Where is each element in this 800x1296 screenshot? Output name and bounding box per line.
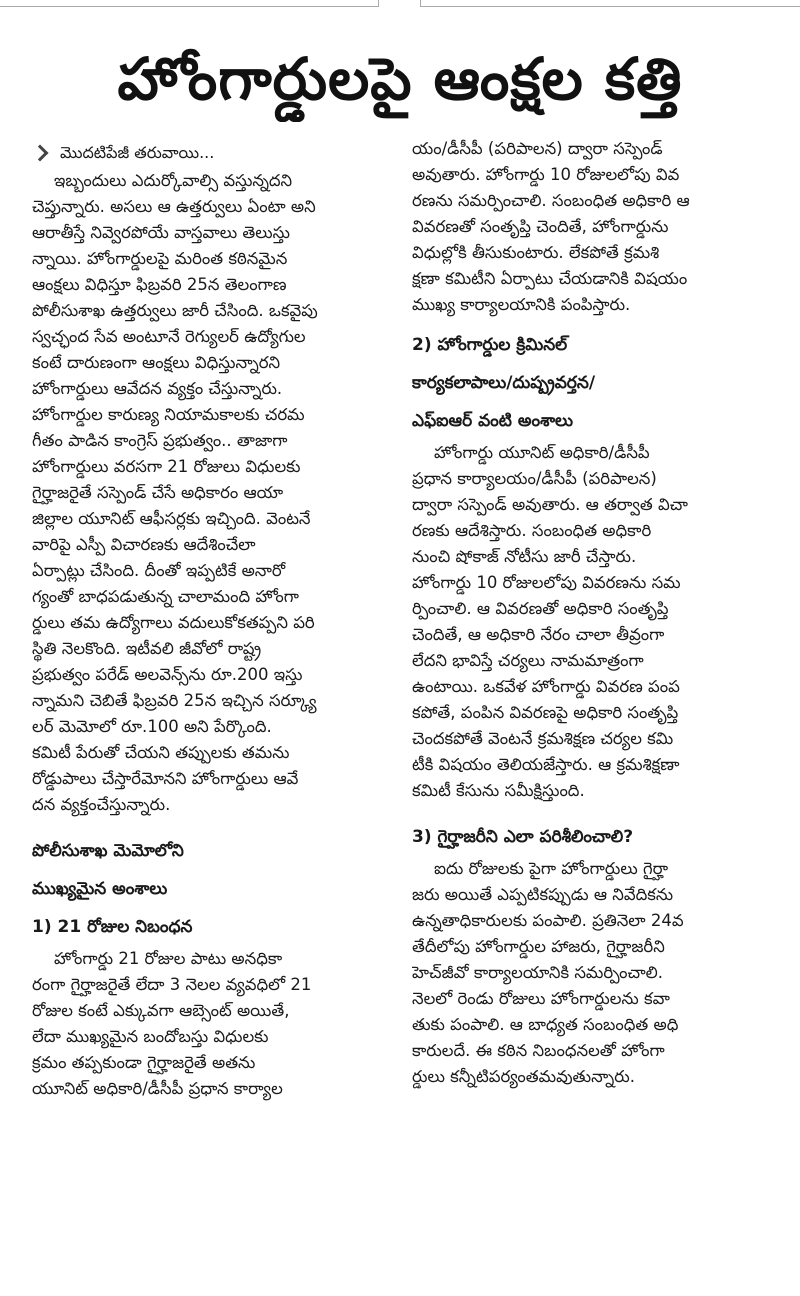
text-line: గ్యంతో బాధపడుతున్న చాలామంది హోంగా xyxy=(32,587,299,606)
text-line: ముఖ్య కార్యాలయానికి పంపిస్తారు. xyxy=(412,295,631,314)
text-line: ఐదు రోజులకు పైగా హోంగార్డులు గైర్హా xyxy=(434,859,669,878)
text-line: కంటే దారుణంగా ఆంక్షలు విధిస్తున్నారని xyxy=(32,353,281,372)
text-line: క్రమం తప్పకుండా గైర్హాజరైతే అతను xyxy=(32,1053,256,1072)
chevron-right-icon xyxy=(32,144,50,162)
text-line: హోంగార్డు 10 రోజులలోపు వివరణను సమ xyxy=(412,573,681,592)
text-line: కారులదే. ఈ కఠిన నిబంధనలతో హోంగా xyxy=(412,1041,665,1060)
text-line: లేదని భావిస్తే చర్యలు నామమాత్రంగా xyxy=(412,651,644,670)
text-line: హోంగార్డుల కారుణ్య నియామకాలకు చరమ xyxy=(32,405,305,424)
text-line: ఏర్పాట్లు చేసింది. దీంతో ఇప్పటికే అనారో xyxy=(32,561,286,580)
text-line: క్షణా కమిటీని ఏర్పాటు చేయడానికి విషయం xyxy=(412,269,688,288)
text-line: చెందితే, ఆ అధికారి నేరం చాలా తీవ్రంగా xyxy=(412,625,665,644)
text-line: హెచ్‌జీవో కార్యాలయానికి సమర్పించాలి. xyxy=(412,963,664,982)
text-line: విధుల్లోకి తీసుకుంటారు. లేకపోతే క్రమశి xyxy=(412,243,660,262)
text-line: రోజుల కంటే ఎక్కువగా ఆబ్సెంట్ అయితే, xyxy=(32,1001,290,1020)
text-line: నుంచి షోకాజ్ నోటీసు జారీ చేస్తారు. xyxy=(412,547,637,566)
text-line: న్నామని చెబితే ఫిబ్రవరి 25న ఇచ్చిన సర్క్యూ xyxy=(32,691,317,710)
left-column xyxy=(32,140,392,1280)
text-line: చెప్తున్నారు. అసలు ఆ ఉత్తర్వులు ఏంటా అని xyxy=(32,197,316,216)
point-2-title: 2) హోంగార్డుల క్రిమినల్ xyxy=(412,335,568,355)
text-line: ప్రభుత్వం పరేడ్ అలవెన్స్‌ను రూ.200 ఇస్తు xyxy=(32,665,303,684)
continued-from-label: మొదటిపేజీ తరువాయి... xyxy=(60,143,215,162)
text-line: తేదీలోపు హోంగార్డుల హాజరు, గైర్హాజరీని xyxy=(412,937,665,956)
text-line: ర్పించాలి. ఆ వివరణతో అధికారి సంతృప్తి xyxy=(412,599,669,618)
top-rule-right xyxy=(420,0,800,7)
text-line: లర్ మెమోలో రూ.100 అని పేర్కొంది. xyxy=(32,717,272,736)
section-heading: పోలీసుశాఖ మెమోలోని xyxy=(32,841,184,861)
text-line: తుకు పంపాలి. ఆ బాధ్యత సంబంధిత అధి xyxy=(412,1015,679,1034)
text-line: కపోతే, పంపిన వివరణపై అధికారి సంతృప్తి xyxy=(412,703,679,722)
text-line: ఉన్నతాధికారులకు పంపాలి. ప్రతినెలా 24వ xyxy=(412,911,684,930)
point-1-title: 1) 21 రోజుల నిబంధన xyxy=(32,917,193,937)
spacer xyxy=(32,818,392,832)
text-line: ఇబ్బందులు ఎదుర్కోవాల్సి వస్తున్నదని xyxy=(54,171,293,190)
text-line: రణను సమర్పించాలి. సంబంధిత అధికారి ఆ xyxy=(412,191,690,210)
text-line: స్థితి నెలకొంది. ఇటీవలి జీవోలో రాష్ట్ర xyxy=(32,639,262,658)
top-rule-left xyxy=(0,0,379,7)
text-line: ఉంటాయి. ఒకవేళ హోంగార్డు వివరణ పంప xyxy=(412,677,680,696)
text-line: అవుతారు. హోంగార్డు 10 రోజులలోపు వివ xyxy=(412,165,680,184)
text-line: రంగా గైర్హాజరైతే లేదా 3 నెలల వ్యవధిలో 21 xyxy=(32,975,312,994)
text-line: కమిటీ పేరుతో చేయని తప్పులకు తమను xyxy=(32,743,290,762)
text-line: యం/డీసీపీ (పరిపాలన) ద్వారా సస్పెండ్ xyxy=(412,139,663,158)
intro-paragraph xyxy=(32,168,392,818)
text-line: స్వచ్ఛంద సేవ అంటూనే రెగ్యులర్ ఉద్యోగుల xyxy=(32,327,306,346)
point-3-title: 3) గైర్హాజరీని ఎలా పరిశీలించాలి? xyxy=(412,827,634,847)
headline: హోంగార్డులపై ఆంక్షల కత్తి xyxy=(117,45,683,113)
point-2-title: ఎఫ్ఐఆర్ వంటి అంశాలు xyxy=(412,411,573,431)
point-2-paragraph xyxy=(412,440,784,804)
text-line: హోంగార్డులు ఆవేదన వ్యక్తం చేస్తున్నారు. xyxy=(32,379,283,398)
text-line: గీతం పాడిన కాంగ్రెస్ ప్రభుత్వం.. తాజాగా xyxy=(32,431,288,450)
section-heading: ముఖ్యమైన అంశాలు xyxy=(32,879,168,899)
text-line: రోడ్డుపాలు చేస్తారేమోనని హోంగార్డులు ఆవే xyxy=(32,769,299,788)
text-line: జిల్లాల యూనిట్ ఆఫీసర్లకు ఇచ్చింది. వెంటనే xyxy=(32,509,311,528)
text-line: హోంగార్డులు వరసగా 21 రోజులు విధులకు xyxy=(32,457,301,476)
text-line: ద్వారా సస్పెండ్ అవుతారు. ఆ తర్వాత విచా xyxy=(412,495,688,514)
text-line: రణకు ఆదేశిస్తారు. సంబంధిత అధికారి xyxy=(412,521,652,540)
text-line: ఆంక్షలు విధిస్తూ ఫిబ్రవరి 25న తెలంగాణ xyxy=(32,275,287,294)
text-line: పోలీసుశాఖ ఉత్తర్వులు జారీ చేసింది. ఒకవైపు xyxy=(32,301,318,320)
text-line: ప్రధాన కార్యాలయం/డీసీపీ (పరిపాలన) xyxy=(412,469,657,488)
continuation-marker xyxy=(32,140,392,166)
text-line: ర్డులు తమ ఉద్యోగాలు వదులుకోకతప్పని పరి xyxy=(32,613,315,632)
spacer xyxy=(412,318,784,326)
text-line: జరు అయితే ఎప్పటికప్పుడు ఆ నివేదికను xyxy=(412,885,674,904)
text-line: హోంగార్డు యూనిట్ అధికారి/డీసీపీ xyxy=(434,443,650,462)
right-column xyxy=(412,136,784,1276)
text-line: వారిపై ఎస్పీ విచారణకు ఆదేశించేలా xyxy=(32,535,256,554)
text-line: ఆరాతీస్తే నివ్వెరపోయే వాస్తవాలు తెలుస్తు xyxy=(32,223,290,242)
point-2-title: కార్యకలాపాలు/దుష్ప్రవర్తన/ xyxy=(412,373,596,393)
text-line: హోంగార్డు 21 రోజుల పాటు అనధికా xyxy=(54,949,283,968)
text-line: కమిటీ కేసును సమీక్షిస్తుంది. xyxy=(412,781,585,800)
text-line: ర్డులు కన్నీటిపర్యంతమవుతున్నారు. xyxy=(412,1067,636,1086)
spacer xyxy=(412,804,784,818)
point-3-paragraph xyxy=(412,856,784,1090)
text-line: టీకి విషయం తెలియజేస్తారు. ఆ క్రమశిక్షణా xyxy=(412,755,680,774)
text-line: నెలలో రెండు రోజులు హోంగార్డులను కవా xyxy=(412,989,670,1008)
text-line: లేదా ముఖ్యమైన బందోబస్తు విధులకు xyxy=(32,1027,269,1046)
text-line: దన వ్యక్తంచేస్తున్నారు. xyxy=(32,795,171,814)
text-line: వివరణతో సంతృప్తి చెందితే, హోంగార్డును xyxy=(412,217,669,236)
text-line: గైర్హాజరైతే సస్పెండ్ చేసే అధికారం ఆయా xyxy=(32,483,284,502)
text-line: న్నాయి. హోంగార్డులపై మరింత కఠినమైన xyxy=(32,249,288,268)
text-line: యూనిట్ అధికారి/డీసీపీ ప్రధాన కార్యాల xyxy=(32,1079,283,1098)
text-line: చెందకపోతే వెంటనే క్రమశిక్షణ చర్యల కమి xyxy=(412,729,674,748)
point-1-paragraph xyxy=(32,946,392,1102)
point-1-continuation xyxy=(412,136,784,318)
